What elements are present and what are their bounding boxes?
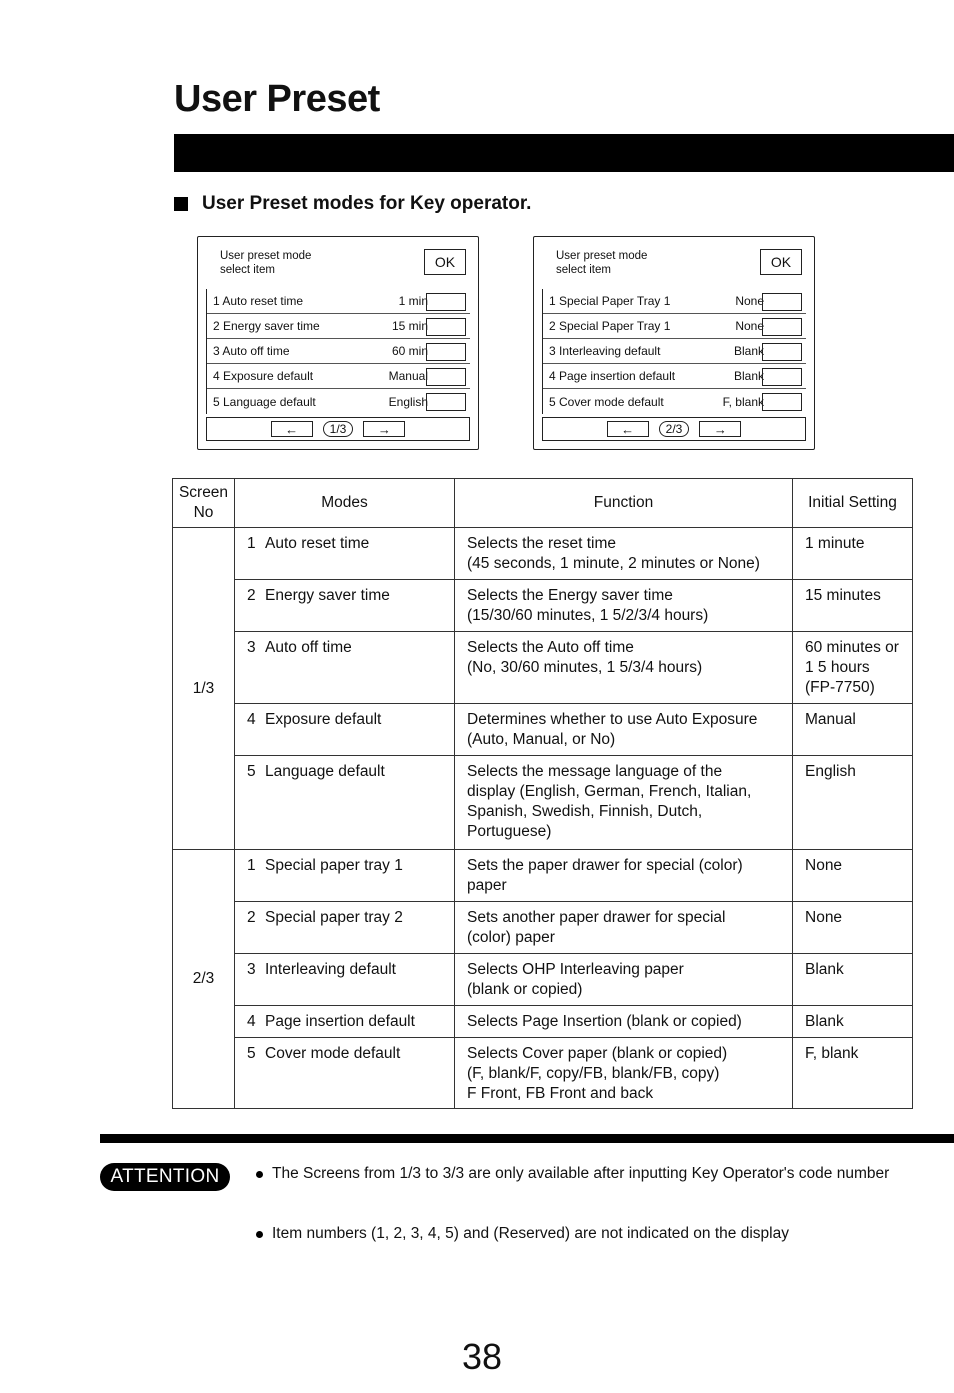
item-value: English [388,394,428,409]
list-item[interactable] [543,339,806,364]
initial-setting-line: None [805,909,843,926]
item-select-box[interactable] [426,393,466,411]
mode-name: Language default [265,763,385,780]
mode-cell [235,632,455,704]
initial-setting-line: Blank [805,961,844,978]
section-heading [174,193,531,215]
page-indicator: 2/3 [659,421,690,437]
initial-setting-line: F, blank [805,1045,859,1062]
item-label: 4 Page insertion default [549,369,676,383]
mode-number: 1 [247,857,256,874]
mode-number: 2 [247,587,256,604]
function-line: (45 seconds, 1 minute, 2 minutes or None) [467,555,760,572]
item-select-box[interactable] [762,393,802,411]
initial-setting-cell [793,704,913,756]
function-line: paper [467,877,507,894]
header-modes: Modes [235,479,455,528]
function-line: Spanish, Swedish, Finnish, Dutch, [467,803,703,820]
table-header-row [173,479,913,528]
mode-cell [235,902,455,954]
panel-header [220,249,311,277]
item-label: 1 Auto reset time [213,294,304,308]
screen-panel-2 [533,236,815,450]
list-item[interactable] [207,389,470,414]
mode-number: 4 [247,1013,256,1030]
mode-number: 3 [247,639,256,656]
item-select-box[interactable] [426,343,466,361]
table-row [173,528,913,580]
initial-setting-line: Blank [805,1013,844,1030]
function-line: (Auto, Manual, or No) [467,731,616,748]
table-row [173,704,913,756]
item-label: 2 Energy saver time [213,319,320,333]
item-list [206,289,470,414]
function-cell [455,704,793,756]
panel-header [556,249,647,277]
item-select-box[interactable] [426,368,466,386]
ok-button[interactable]: OK [760,249,802,275]
next-page-button[interactable]: → [699,421,741,437]
item-value: None [735,294,764,308]
item-value: Blank [733,344,764,358]
initial-setting-line: 1 5 hours [805,659,870,676]
mode-name: Cover mode default [265,1045,401,1062]
function-line: Selects the message language of the [467,763,723,780]
initial-setting-cell [793,528,913,580]
mode-name: Interleaving default [265,961,396,978]
function-line: (color) paper [467,929,555,946]
attention-note [256,1224,896,1244]
item-label: 4 Exposure default [213,369,314,383]
function-cell [455,902,793,954]
ok-button[interactable]: OK [424,249,466,275]
table-row [173,850,913,902]
attention-badge: ATTENTION [100,1163,230,1191]
panel-header-line2: select item [220,264,275,276]
list-item[interactable] [207,289,470,314]
mode-number: 5 [247,1045,256,1062]
item-select-box[interactable] [762,293,802,311]
function-line: (F, blank/F, copy/FB, blank/FB, copy) [467,1065,720,1082]
header-function: Function [455,479,793,528]
mode-number: 3 [247,961,256,978]
mode-name: Auto off time [265,639,352,656]
page-nav [206,417,470,441]
function-line: Determines whether to use Auto Exposure [467,711,758,728]
item-list [542,289,806,414]
table-row [173,954,913,1006]
function-line: Selects Page Insertion (blank or copied) [467,1013,742,1030]
mode-cell [235,704,455,756]
table-body [173,528,913,1109]
panel-header-line2: select item [556,264,611,276]
header-initial-setting: Initial Setting [793,479,913,528]
next-page-button[interactable]: → [363,421,405,437]
list-item[interactable] [207,339,470,364]
bullet-icon [256,1231,263,1238]
bottom-rule [100,1134,954,1143]
mode-name: Special paper tray 2 [265,909,403,926]
table-row [173,902,913,954]
mode-cell [235,1038,455,1109]
mode-name: Energy saver time [265,587,390,604]
table-row [173,632,913,704]
function-line: Selects the reset time [467,535,617,552]
function-cell [455,850,793,902]
mode-cell [235,528,455,580]
function-cell [455,632,793,704]
prev-page-button[interactable]: ← [607,421,649,437]
page-nav [542,417,806,441]
initial-setting-cell [793,850,913,902]
function-line: Selects OHP Interleaving paper [467,961,684,978]
item-label: 5 Language default [213,394,316,409]
mode-number: 1 [247,535,256,552]
page-indicator: 1/3 [323,421,354,437]
item-value: 15 min [391,319,428,333]
mode-cell [235,756,455,850]
function-line: (No, 30/60 minutes, 1 5/3/4 hours) [467,659,703,676]
attention-note [256,1164,896,1184]
function-line: F Front, FB Front and back [467,1085,654,1102]
mode-cell [235,580,455,632]
initial-setting-line: 15 minutes [805,587,881,604]
title-bar [174,134,954,172]
mode-name: Exposure default [265,711,382,728]
function-line: (blank or copied) [467,981,583,998]
panel-header-line1: User preset mode [220,250,312,262]
list-item[interactable] [543,289,806,314]
mode-number: 5 [247,763,256,780]
table-row [173,1006,913,1038]
initial-setting-cell [793,580,913,632]
table-row [173,580,913,632]
bullet-icon [256,1171,263,1178]
screen-panel-1 [197,236,479,450]
item-select-box[interactable] [426,293,466,311]
item-value: Blank [733,369,764,383]
initial-setting-cell [793,1006,913,1038]
mode-name: Auto reset time [265,535,370,552]
initial-setting-cell [793,1038,913,1109]
function-line: Sets another paper drawer for special [467,909,726,926]
screen-no-cell: 1/3 [173,528,235,850]
item-value: 1 min [398,294,428,308]
item-value: 60 min [391,344,428,358]
mode-name: Special paper tray 1 [265,857,403,874]
function-line: Sets the paper drawer for special (color) [467,857,743,874]
item-label: 2 Special Paper Tray 1 [549,319,671,333]
attention-note-text: The Screens from 1/3 to 3/3 are only available after inputting Key Operator's code number [272,1165,890,1182]
mode-number: 2 [247,909,256,926]
mode-cell [235,850,455,902]
initial-setting-line: None [805,857,843,874]
prev-page-button[interactable]: ← [271,421,313,437]
list-item[interactable] [543,314,806,339]
initial-setting-line: (FP-7750) [805,679,875,696]
function-line: Selects Cover paper (blank or copied) [467,1045,728,1062]
item-label: 1 Special Paper Tray 1 [549,294,671,308]
function-cell [455,954,793,1006]
section-heading-text: User Preset modes for Key operator. [202,193,532,214]
initial-setting-line: 1 minute [805,535,865,552]
function-line: Portuguese) [467,823,552,840]
list-item[interactable] [543,364,806,389]
item-label: 3 Interleaving default [549,344,661,358]
table-row [173,756,913,850]
modes-table [172,478,913,1109]
initial-setting-cell [793,954,913,1006]
list-item[interactable] [207,314,470,339]
function-cell [455,756,793,850]
mode-name: Page insertion default [265,1013,415,1030]
table-row [173,1038,913,1109]
square-bullet-icon [174,197,188,211]
mode-number: 4 [247,711,256,728]
function-line: Selects the Auto off time [467,639,634,656]
function-cell [455,1006,793,1038]
item-value: Manual [388,369,428,383]
function-cell [455,1038,793,1109]
item-select-box[interactable] [762,318,802,336]
list-item[interactable] [543,389,806,414]
item-select-box[interactable] [426,318,466,336]
panel-header-line1: User preset mode [556,250,648,262]
initial-setting-line: Manual [805,711,856,728]
function-line: (15/30/60 minutes, 1 5/2/3/4 hours) [467,607,709,624]
initial-setting-cell [793,902,913,954]
attention-note-text: Item numbers (1, 2, 3, 4, 5) and (Reserved) are not indicated on the display [272,1225,789,1242]
initial-setting-line: English [805,763,856,780]
function-line: Selects the Energy saver time [467,587,673,604]
mode-cell [235,954,455,1006]
item-label: 3 Auto off time [213,344,290,358]
function-cell [455,580,793,632]
screen-no-cell: 2/3 [173,850,235,1109]
initial-setting-cell [793,756,913,850]
item-select-box[interactable] [762,368,802,386]
initial-setting-cell [793,632,913,704]
function-line: display (English, German, French, Italian, [467,783,752,800]
initial-setting-line: 60 minutes or [805,639,899,656]
list-item[interactable] [207,364,470,389]
header-screen-no: Screen No [173,479,235,528]
item-label: 5 Cover mode default [549,394,664,409]
item-value: None [735,319,764,333]
item-value: F, blank [722,394,764,409]
page-number: 38 [461,1336,503,1377]
mode-cell [235,1006,455,1038]
function-cell [455,528,793,580]
item-select-box[interactable] [762,343,802,361]
page-title: User Preset [174,78,380,120]
